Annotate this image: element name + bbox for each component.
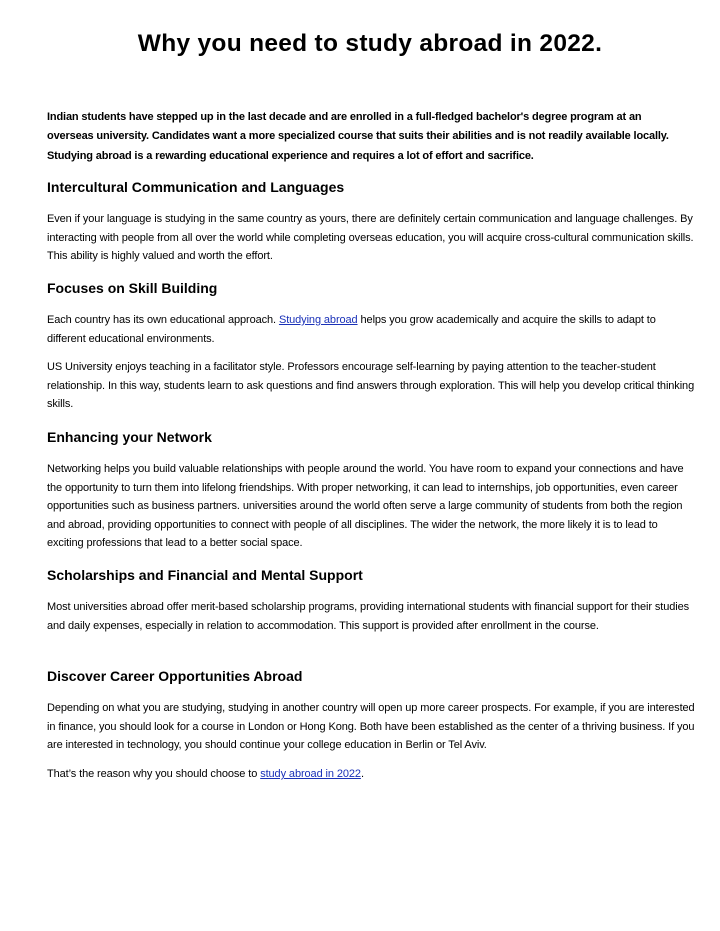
page-title: Why you need to study abroad in 2022.: [137, 30, 603, 57]
section-heading-career: Discover Career Opportunities Abroad: [47, 668, 303, 684]
paragraph-text: Each country has its own educational approach.: [47, 314, 279, 326]
paragraph-network: Networking helps you build valuable relationships with people around the world. You have room to expand your connections and have the opportunity to turn them into lifelong friendships. With proper networking, it can lead to internships, job opportunities, even career opportunities such as business partners. universities around the world often serve a large community of students from both the region and abroad, providing opportunities to connect with people of all disciplines. The wider the network, the more likely it is to lead to exciting professions that lead to a better social space.: [47, 463, 684, 549]
paragraph-intercultural: Even if your language is studying in the same country as yours, there are definitely certain communication and language challenges. By interacting with people from all over the world while completing overseas education, you will acquire cross-cultural communication skills. This ability is highly valued and worth the effort.: [47, 213, 694, 262]
paragraph-skill-building-2: US University enjoys teaching in a facilitator style. Professors encourage self-learning by paying attention to the teacher-student relationship. In this way, students learn to ask questions and find answers through exploration. This will help you develop critical thinking skills.: [47, 361, 695, 410]
section-heading-scholarships: Scholarships and Financial and Mental Support: [47, 567, 363, 583]
studying-abroad-link[interactable]: Studying abroad: [278, 314, 358, 326]
study-abroad-2022-link[interactable]: study abroad in 2022: [260, 768, 361, 780]
closing-period: .: [360, 768, 364, 780]
closing-text: That’s the reason why you should choose to: [47, 768, 261, 780]
paragraph-skill-building-1: [47, 311, 697, 348]
closing-paragraph: [47, 765, 697, 784]
paragraph-scholarships: Most universities abroad offer merit-based scholarship programs, providing international students with financial support for their studies and daily expenses, especially in relation to accommodation. This support is provided after enrollment in the course.: [47, 601, 690, 632]
paragraph-text: helps you grow academically and acquire the skills to adapt to different educational environments.: [47, 314, 656, 345]
section-heading-network: Enhancing your Network: [47, 429, 212, 445]
section-heading-intercultural: Intercultural Communication and Languages: [47, 179, 345, 195]
section-heading-skill-building: Focuses on Skill Building: [47, 280, 218, 296]
paragraph-career: Depending on what you are studying, studying in another country will open up more career prospects. For example, if you are interested in finance, you should look for a course in London or Hong Kong. Both have been established as the center of a thriving business. If you are interested in technology, you should continue your college education in Berlin or Tel Aviv.: [47, 702, 695, 751]
intro-paragraph: Indian students have stepped up in the last decade and are enrolled in a full-fledged bachelor's degree program at an overseas university. Candidates want a more specialized course that suits their abilities and is not readily available locally. Studying abroad is a rewarding educational experience and requires a lot of effort and sacrifice.: [47, 111, 669, 162]
